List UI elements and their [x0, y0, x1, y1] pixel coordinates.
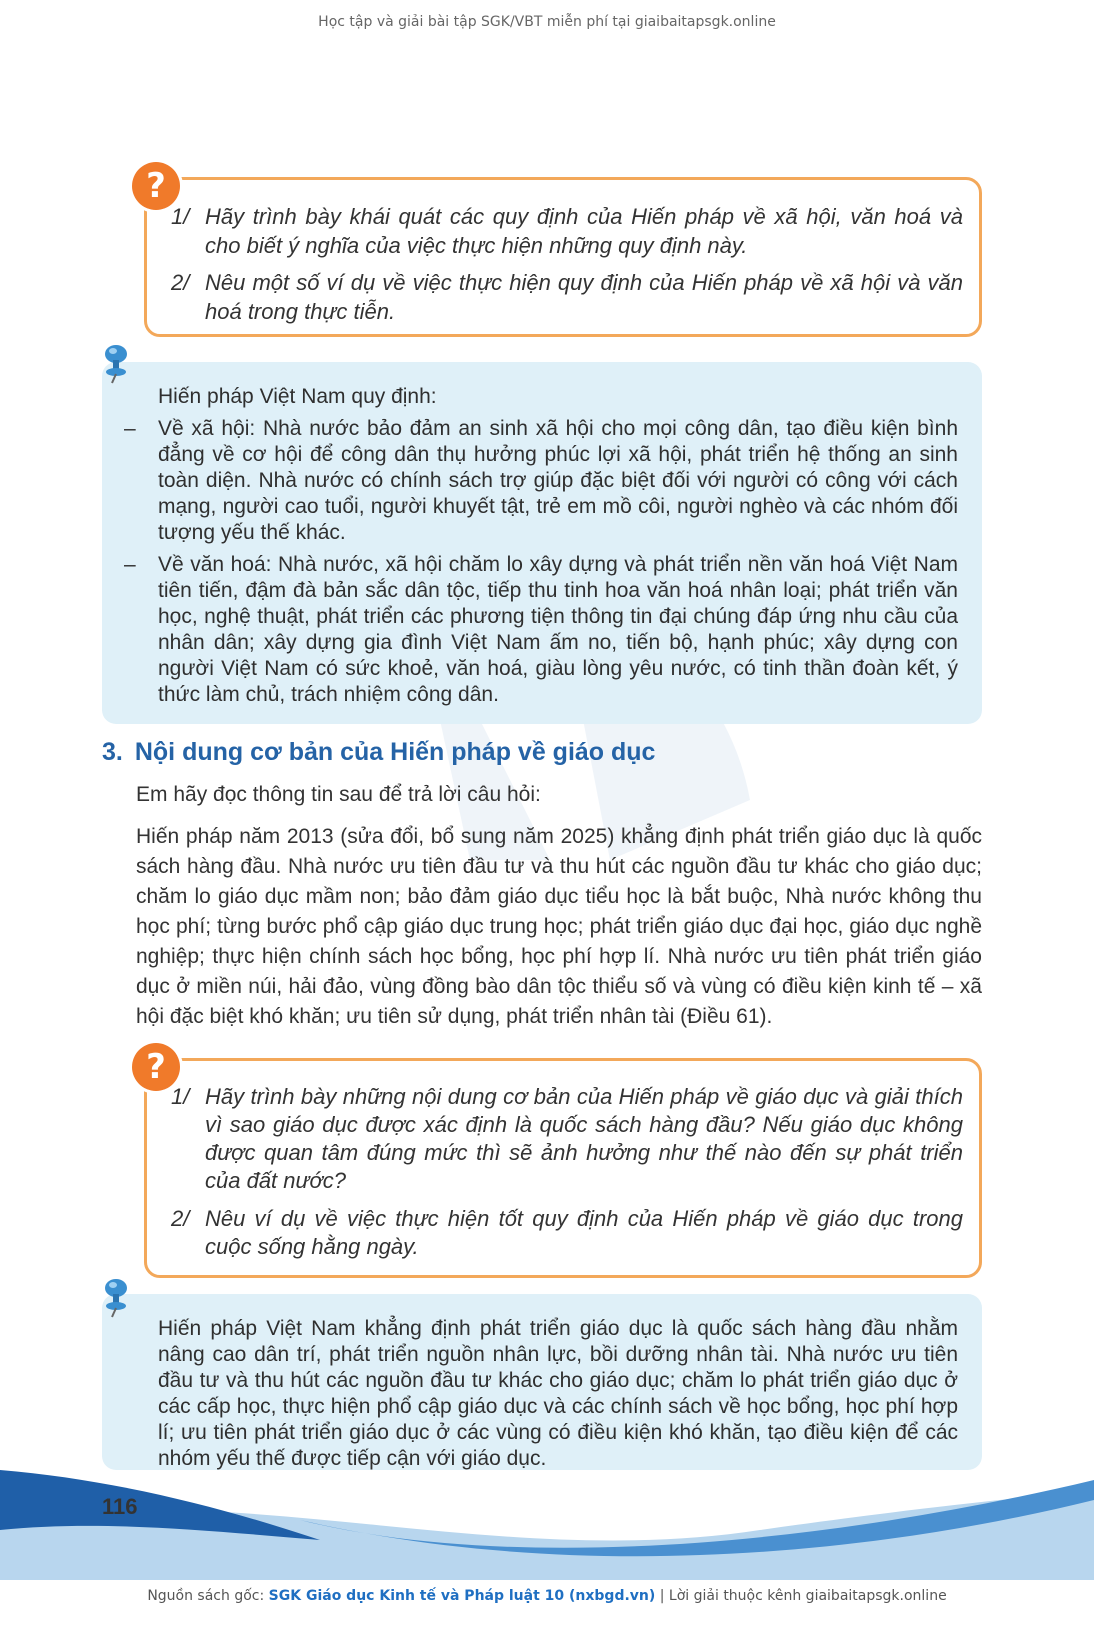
dash-marker: –	[124, 553, 136, 576]
question-text: Hãy trình bày những nội dung cơ bản của Hiến pháp về giáo dục và giải thích vì sao giáo dục được xác định là quốc sách hàng đầu? Nếu giáo dục không được quan tâm đúng mức thì sẽ ảnh hưởng như thế nào đến sự phát triển của đất nước?	[205, 1084, 963, 1193]
footer-source-link[interactable]: SGK Giáo dục Kinh tế và Pháp luật 10 (nxbgd.vn)	[268, 1588, 656, 1604]
footer-wave-decoration	[0, 1460, 1094, 1580]
note-list-item	[124, 416, 958, 546]
note-box-1	[102, 362, 982, 724]
question-box-1	[144, 177, 982, 337]
question-item	[171, 1083, 963, 1195]
page-number: 116	[102, 1494, 138, 1519]
question-text: Hãy trình bày khái quát các quy định của Hiến pháp về xã hội, văn hoá và cho biết ý nghĩa của việc thực hiện những quy định này.	[205, 204, 963, 258]
question-text: Nêu ví dụ về việc thực hiện tốt quy định của Hiến pháp về giáo dục trong cuộc sống hằng ngày.	[205, 1206, 963, 1259]
note-item-text: Về văn hoá: Nhà nước, xã hội chăm lo xây dựng và phát triển nền văn hoá Việt Nam tiên tiến, đậm đà bản sắc dân tộc, tiếp thu tinh hoa văn hoá nhân loại; phát triển văn học, nghệ thuật, phát triển các phương tiện thông tin đại chúng đáp ứng nhu cầu của nhân dân; xây dựng gia đình Việt Nam ấm no, tiến bộ, hạnh phúc; xây dựng con người Việt Nam có sức khoẻ, văn hoá, giàu lòng yêu nước, có tinh thần đoàn kết, ý thức làm chủ, trách nhiệm công dân.	[158, 553, 958, 706]
footer-note	[0, 1588, 1094, 1604]
question-number: 1/	[171, 204, 190, 229]
note-item-text: Về xã hội: Nhà nước bảo đảm an sinh xã hội cho mọi công dân, tạo điều kiện bình đẳng về cơ hội để công dân thụ hưởng phúc lợi xã hội, phát triển hệ thống an sinh toàn diện. Nhà nước có chính sách trợ giúp đặc biệt đối với người có công với cách mạng, người cao tuổi, người khuyết tật, trẻ em mồ côi, người nghèo và các nhóm đối tượng yếu thế khác.	[158, 417, 958, 544]
note-text: Hiến pháp Việt Nam khẳng định phát triển giáo dục là quốc sách hàng đầu nhằm nâng cao dân trí, phát triển nguồn nhân lực, bồi dưỡng nhân tài. Nhà nước ưu tiên đầu tư và thu hút các nguồn đầu tư khác cho giáo dục; chăm lo phát triển giáo dục ở các cấp học, thực hiện phổ cập giáo dục và các chính sách về học bổng, học phí hợp lí; ưu tiên phát triển giáo dục ở các vùng có điều kiện khó khăn, tạo điều kiện để các nhóm yếu thế được tiếp cận với giáo dục.	[158, 1317, 958, 1470]
question-number: 1/	[171, 1084, 190, 1109]
question-icon: ?	[132, 162, 180, 210]
question-item	[171, 1205, 963, 1261]
question-number: 2/	[171, 1206, 190, 1231]
section-heading	[102, 738, 655, 767]
dash-marker: –	[124, 417, 136, 440]
question-icon: ?	[132, 1043, 180, 1091]
section-paragraph: Hiến pháp năm 2013 (sửa đổi, bổ sung năm 2025) khẳng định phát triển giáo dục là quốc sách hàng đầu. Nhà nước ưu tiên đầu tư và thu hút các nguồn đầu tư khác cho giáo dục; chăm lo giáo dục mầm non; bảo đảm giáo dục tiểu học là bắt buộc, Nhà nước không thu học phí; từng bước phổ cập giáo dục trung học; phát triển giáo dục đại học, giáo dục nghề nghiệp; thực hiện chính sách học bổng, học phí hợp lí. Nhà nước ưu tiên phát triển giáo dục ở miền núi, hải đảo, vùng đồng bào dân tộc thiểu số và vùng có điều kiện kinh tế – xã hội đặc biệt khó khăn; ưu tiên sử dụng, phát triển nhân tài (Điều 61).	[136, 825, 982, 1028]
question-number: 2/	[171, 270, 190, 295]
note-intro: Hiến pháp Việt Nam quy định:	[158, 385, 437, 408]
footer-prefix: Nguồn sách gốc:	[147, 1588, 265, 1604]
note-box-2	[102, 1294, 982, 1470]
footer-suffix: | Lời giải thuộc kênh giaibaitapsgk.online	[659, 1588, 947, 1604]
question-item	[171, 268, 963, 326]
note-list-item	[124, 552, 958, 708]
question-item	[171, 202, 963, 260]
pushpin-icon	[100, 1278, 130, 1318]
question-text: Nêu một số ví dụ về việc thực hiện quy định của Hiến pháp về xã hội và văn hoá trong thực tiễn.	[205, 270, 963, 324]
section-title: Nội dung cơ bản của Hiến pháp về giáo dục	[134, 738, 656, 766]
header-note: Học tập và giải bài tập SGK/VBT miễn phí tại giaibaitapsgk.online	[318, 14, 776, 30]
section-instruction: Em hãy đọc thông tin sau để trả lời câu hỏi:	[136, 783, 541, 806]
section-number: 3.	[102, 738, 123, 766]
pushpin-icon	[100, 344, 130, 384]
question-box-2	[144, 1058, 982, 1278]
